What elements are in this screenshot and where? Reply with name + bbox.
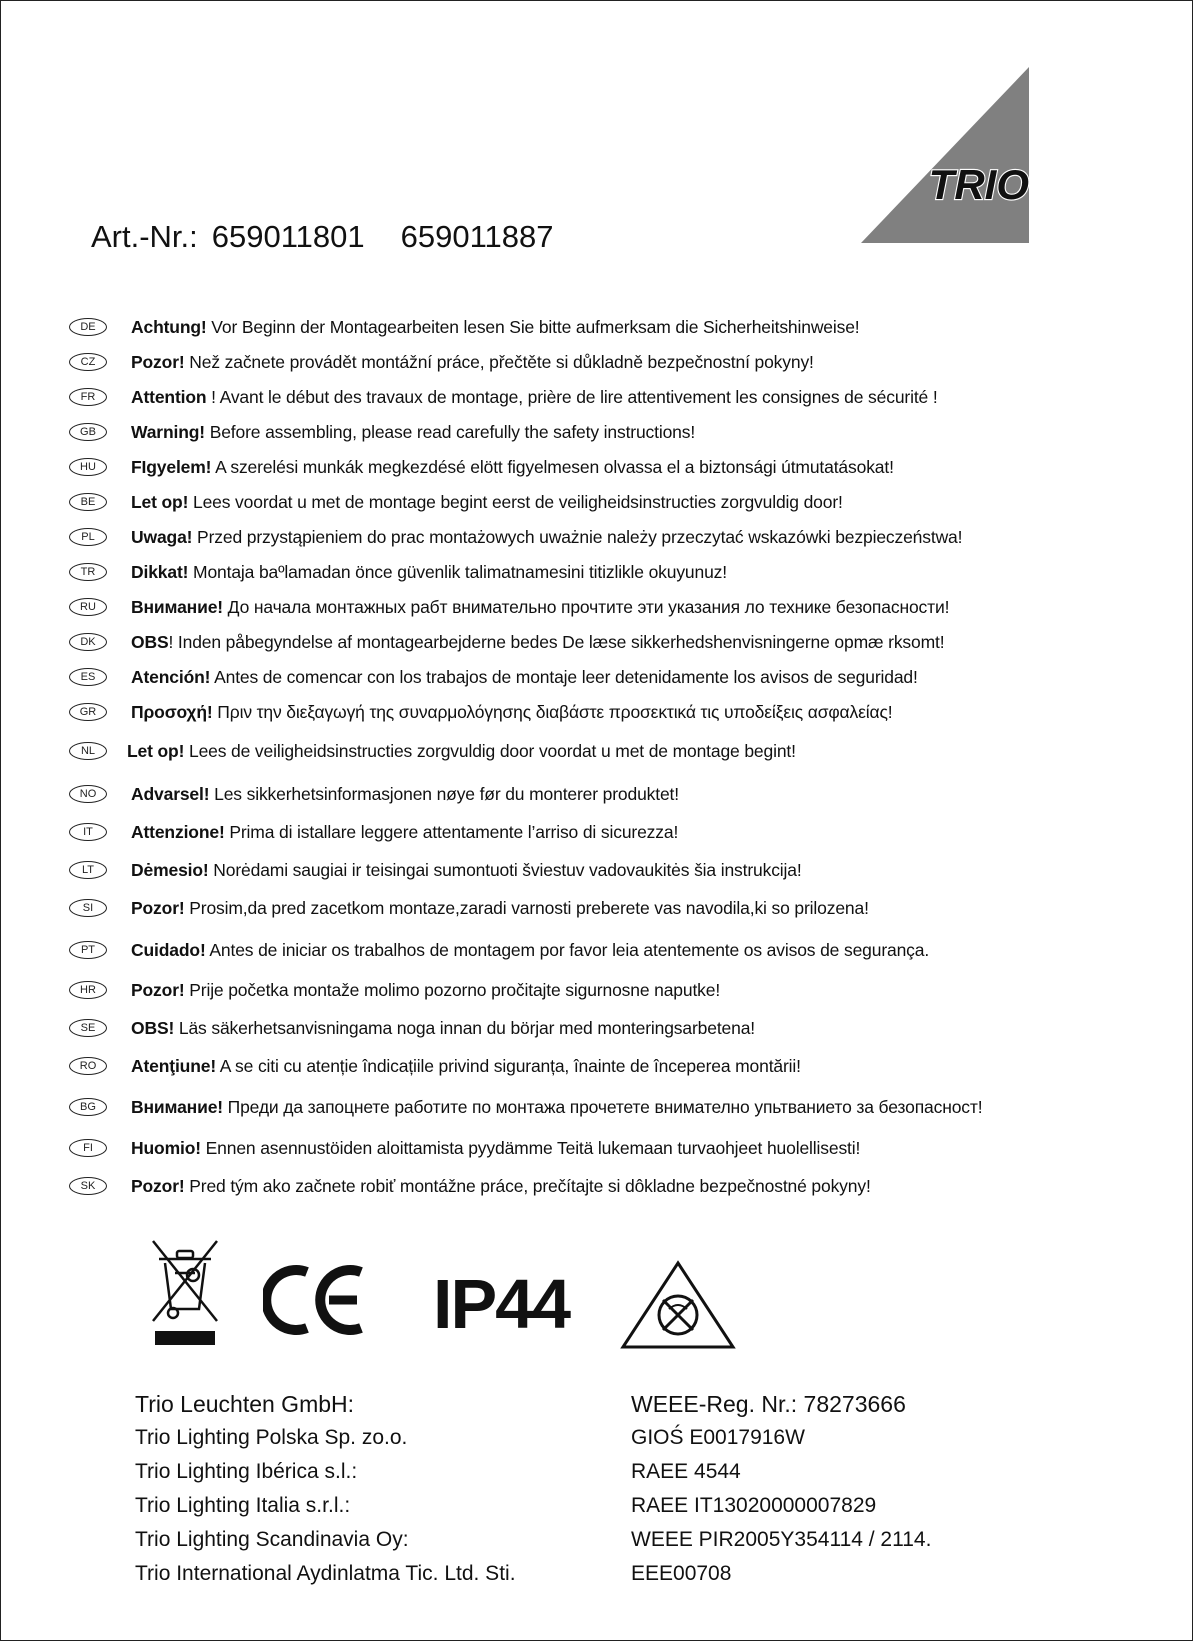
- warning-text: Atención! Antes de comencar con los trabajos de montaje leer detenidamente los avisos de seguridad!: [131, 666, 918, 687]
- warning-text: Внимание! До начала монтажных рабт внимательно прочтите эти указания ло технике безопасности!: [131, 596, 950, 617]
- company-name: Trio Lighting Polska Sp. zo.o.: [135, 1426, 408, 1449]
- warning-row-pt: [69, 936, 929, 964]
- language-badge: IT: [69, 823, 107, 841]
- warning-text: Pozor! Prosim,da pred zacetkom montaze,zaradi varnosti preberete vas navodila,ki so prilozena!: [131, 897, 869, 918]
- warning-text: Attention ! Avant le début des travaux de montage, prière de lire attentivement les consignes de sécurité !: [131, 386, 938, 407]
- warning-row-gb: [69, 418, 695, 446]
- article-number-2: 659011887: [400, 219, 554, 254]
- language-badge: NL: [69, 742, 107, 760]
- registration-list: [631, 1387, 931, 1591]
- warning-text: FIgyelem! A szerelési munkák megkezdésé elött figyelmesen olvassa el a biztonsági útmutatásokat!: [131, 456, 894, 477]
- warning-row-ro: [69, 1052, 801, 1080]
- language-badge: HU: [69, 458, 107, 476]
- company-name: Trio Lighting Scandinavia Oy:: [135, 1528, 409, 1551]
- registration-number: RAEE IT13020000007829: [631, 1494, 877, 1517]
- warning-text: Let op! Lees de veiligheidsinstructies zorgvuldig door voordat u met de montage begint!: [127, 740, 796, 761]
- registration-number: WEEE PIR2005Y354114 / 2114.: [631, 1528, 932, 1551]
- warning-text: Pozor! Než začnete provádět montážní práce, přečtěte si důkladně bezpečnostní pokyny!: [131, 351, 814, 372]
- language-badge: BE: [69, 493, 107, 511]
- registration-number: WEEE-Reg. Nr.: 78273666: [631, 1391, 906, 1417]
- registration-number: GIOŚ E0017916W: [631, 1426, 805, 1449]
- language-badge: SI: [69, 899, 107, 917]
- language-badge: PL: [69, 528, 107, 546]
- warning-row-sk: [69, 1172, 871, 1200]
- warning-text: Uwaga! Przed przystąpieniem do prac montażowych uważnie należy przeczytać wskazówki bezpieczeństwa!: [131, 526, 963, 547]
- language-badge: PT: [69, 941, 107, 959]
- article-number-1: 659011801: [211, 219, 365, 254]
- language-badge: SK: [69, 1177, 107, 1195]
- language-badge: DE: [69, 318, 107, 336]
- warning-text: Προσοχή! Πριν την διεξαγωγή της συναρμολόγησης διαβάστε προσεκτικά τις υποδείξεις ασφαλείας!: [131, 701, 893, 722]
- company-list: [135, 1387, 516, 1591]
- article-label: Art.-Nr.:: [91, 219, 198, 254]
- language-badge: GB: [69, 423, 107, 441]
- safety-warnings-list: [69, 1, 1169, 1211]
- warning-text: Advarsel! Les sikkerhetsinformasjonen nøye før du monterer produktet!: [131, 783, 679, 804]
- language-badge: HR: [69, 981, 107, 999]
- warning-row-fr: [69, 383, 938, 411]
- language-badge: DK: [69, 633, 107, 651]
- warning-text: Dėmesio! Norėdami saugiai ir teisingai sumontuoti šviestuv vadovaukitės šia instrukcija!: [131, 859, 802, 880]
- company-name: Trio Lighting Italia s.r.l.:: [135, 1494, 351, 1517]
- warning-text: Huomio! Ennen asennustöiden aloittamista pyydämme Teitä lukemaan turvaohjeet huolellisesti!: [131, 1137, 861, 1158]
- warning-row-hu: [69, 453, 894, 481]
- warning-row-it: [69, 818, 678, 846]
- warning-row-cz: [69, 348, 814, 376]
- warning-row-hr: [69, 976, 720, 1004]
- registration-number: RAEE 4544: [631, 1460, 741, 1483]
- registration-number: EEE00708: [631, 1562, 732, 1585]
- warning-row-pl: [69, 523, 962, 551]
- warning-text: Warning! Before assembling, please read carefully the safety instructions!: [131, 421, 696, 442]
- no-insulation-cover-triangle-icon: [619, 1259, 737, 1351]
- warning-row-se: [69, 1014, 755, 1042]
- warning-text: Let op! Lees voordat u met de montage begint eerst de veiligheidsinstructies zorgvuldig door!: [131, 491, 843, 512]
- language-badge: NO: [69, 785, 107, 803]
- crossed-out-wheelie-bin-icon: [149, 1239, 221, 1349]
- language-badge: BG: [69, 1098, 107, 1116]
- warning-text: OBS! Inden påbegyndelse af montagearbejderne bedes De læse sikkerhedshenvisningerne opmæ rksomt!: [131, 631, 945, 652]
- language-badge: CZ: [69, 353, 107, 371]
- warning-row-bg: [69, 1093, 982, 1121]
- language-badge: SE: [69, 1019, 107, 1037]
- language-badge: RO: [69, 1057, 107, 1075]
- company-name: Trio International Aydinlatma Tic. Ltd. Sti.: [135, 1562, 516, 1585]
- warning-text: Dikkat! Montaja baºlamadan önce güvenlik talimatnamesini titizlikle okuyunuz!: [131, 561, 727, 582]
- warning-row-tr: [69, 558, 727, 586]
- certification-marks: [141, 1239, 741, 1359]
- warning-row-ru: [69, 593, 949, 621]
- warning-row-dk: [69, 628, 944, 656]
- logo-text: TRIO: [928, 161, 1029, 208]
- warning-row-fi: [69, 1134, 860, 1162]
- language-badge: TR: [69, 563, 107, 581]
- warning-row-lt: [69, 856, 802, 884]
- ip-rating-label: IP44: [433, 1265, 569, 1343]
- warning-text: Cuidado! Antes de iniciar os trabalhos de montagem por favor leia atentemente os avisos de segurança.: [131, 939, 930, 960]
- warning-text: Atenţiune! A se citi cu atenție îndicațiile privind siguranța, înainte de începerea montării!: [131, 1055, 801, 1076]
- language-badge: ES: [69, 668, 107, 686]
- warning-row-gr: [69, 698, 892, 726]
- ce-mark-icon: [263, 1264, 365, 1336]
- language-badge: FI: [69, 1139, 107, 1157]
- language-badge: GR: [69, 703, 107, 721]
- warning-text: Pozor! Pred tým ako začnete robiť montážne práce, prečítajte si dôkladne bezpečnostné pokyny!: [131, 1175, 871, 1196]
- language-badge: LT: [69, 861, 107, 879]
- language-badge: RU: [69, 598, 107, 616]
- company-name: Trio Leuchten GmbH:: [135, 1391, 355, 1417]
- warning-row-es: [69, 663, 918, 691]
- warning-row-de: [69, 313, 860, 341]
- warning-text: Pozor! Prije početka montaže molimo pozorno pročitajte sigurnosne naputke!: [131, 979, 721, 1000]
- company-name: Trio Lighting Ibérica s.l.:: [135, 1460, 358, 1483]
- warning-text: OBS! Läs säkerhetsanvisningama noga innan du börjar med monteringsarbetena!: [131, 1017, 755, 1038]
- warning-text: Achtung! Vor Beginn der Montagearbeiten lesen Sie bitte aufmerksam die Sicherheitshinweise!: [131, 316, 860, 337]
- warning-text: Внимание! Преди да запоцнете работите по монтажа прочетете внимателно упьтванието за безопасност!: [131, 1096, 983, 1117]
- warning-text: Attenzione! Prima di istallare leggere attentamente l’arriso di sicurezza!: [131, 821, 679, 842]
- warning-row-be: [69, 488, 843, 516]
- warning-row-si: [69, 894, 869, 922]
- language-badge: FR: [69, 388, 107, 406]
- warning-row-nl: [69, 737, 796, 765]
- warning-row-no: [69, 780, 679, 808]
